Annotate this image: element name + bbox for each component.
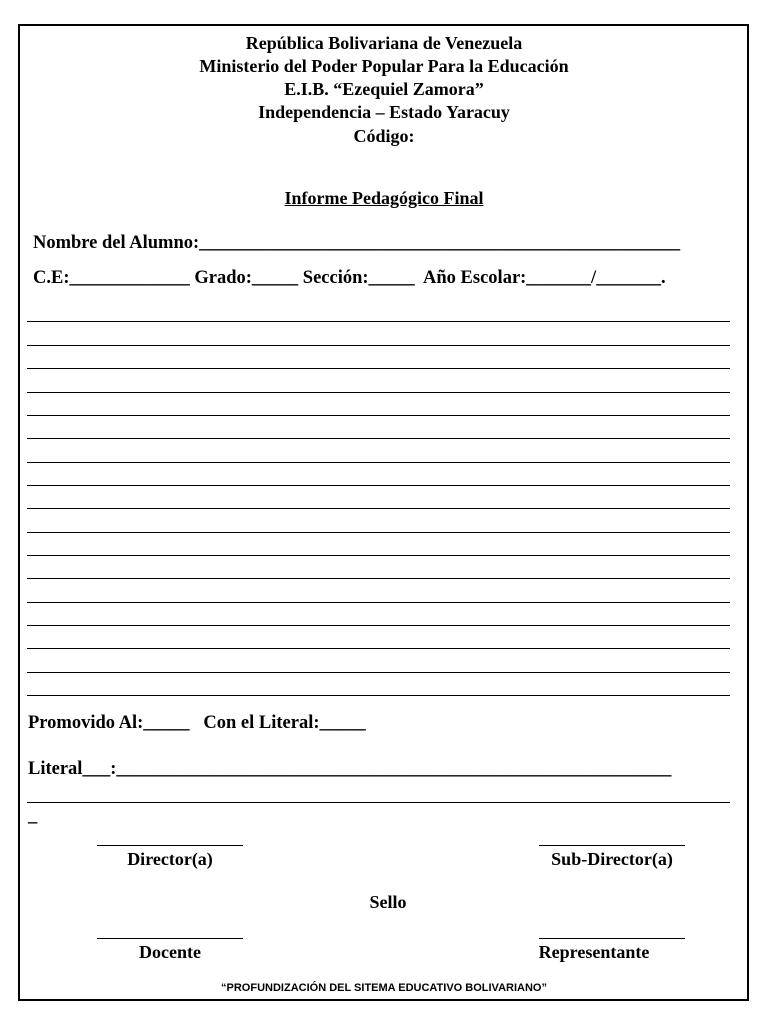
writing-line[interactable] (27, 672, 730, 673)
literal-row[interactable]: Literal___:____________________________________________________________ (28, 759, 672, 779)
stray-dash: _ (28, 806, 38, 826)
footer-slogan: “PROFUNDIZACIÓN DEL SITEMA EDUCATIVO BOLIVARIANO” (221, 982, 547, 994)
writing-line[interactable] (27, 368, 730, 369)
writing-line[interactable] (27, 602, 730, 603)
sello-label: Sello (369, 892, 407, 912)
alumno-field[interactable] (33, 233, 680, 254)
docente-label: Docente (139, 942, 201, 962)
subdirector-label: Sub-Director(a) (551, 849, 673, 869)
promovido-row[interactable]: Promovido Al:_____ Con el Literal:_____ (28, 713, 366, 733)
writing-line[interactable] (27, 532, 730, 533)
writing-line[interactable] (27, 392, 730, 393)
header-ministerio: Ministerio del Poder Popular Para la Educación (199, 56, 569, 76)
document-title: Informe Pedagógico Final (284, 188, 484, 208)
writing-line[interactable] (27, 415, 730, 416)
writing-line[interactable] (27, 508, 730, 509)
literal-continuation-line[interactable] (27, 802, 730, 803)
writing-line[interactable] (27, 485, 730, 486)
writing-line[interactable] (27, 462, 730, 463)
representante-signature-line[interactable] (539, 938, 685, 939)
director-label: Director(a) (127, 849, 213, 869)
writing-line[interactable] (27, 345, 730, 346)
writing-line[interactable] (27, 555, 730, 556)
writing-line[interactable] (27, 438, 730, 439)
header-republica: República Bolivariana de Venezuela (245, 33, 523, 53)
writing-line[interactable] (27, 648, 730, 649)
writing-line[interactable] (27, 321, 730, 322)
writing-line[interactable] (27, 625, 730, 626)
alumno-label: Nombre del Alumno: (33, 233, 200, 253)
writing-line[interactable] (27, 695, 730, 696)
director-signature-line[interactable] (97, 845, 243, 846)
header-ubicacion: Independencia – Estado Yaracuy (258, 102, 510, 122)
ce-grado-seccion-row[interactable]: C.E:_____________ Grado:_____ Sección:_____ Año Escolar:_______/_______. (33, 268, 666, 288)
docente-signature-line[interactable] (97, 938, 243, 939)
representante-label: Representante (538, 942, 650, 962)
header-escuela: E.I.B. “Ezequiel Zamora” (284, 79, 484, 99)
writing-line[interactable] (27, 578, 730, 579)
alumno-line: ____________________________________________________ (199, 233, 681, 253)
header-codigo: Código: (353, 126, 415, 146)
subdirector-signature-line[interactable] (539, 845, 685, 846)
